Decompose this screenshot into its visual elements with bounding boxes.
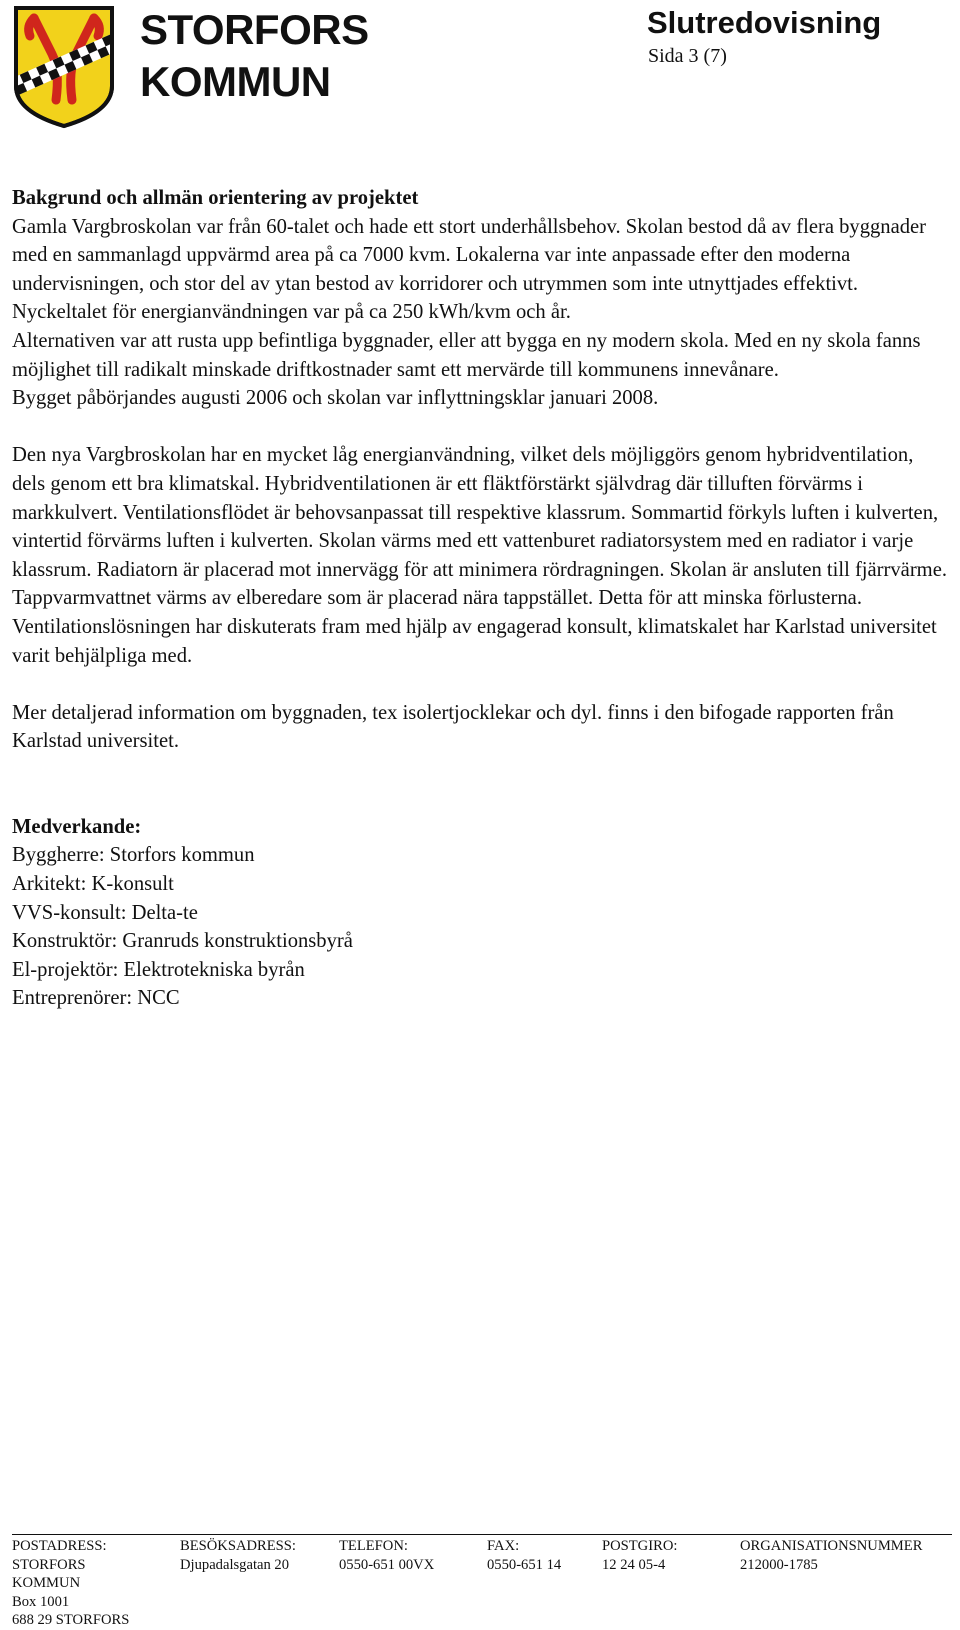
- participant-item: Konstruktör: Granruds konstruktionsbyrå: [12, 930, 353, 953]
- footer-visit-address: [180, 1537, 296, 1574]
- footer-value: 12 24 05-4: [602, 1556, 666, 1573]
- footer-value: Box 1001: [12, 1593, 70, 1610]
- paragraph-energy: Den nya Vargbroskolan har en mycket låg energianvändning, vilket dels möjliggörs genom hybridventilation, dels genom ett bra klimatskal. Hybridventilationen är ett fläktförstärkt självdrag där tilluften förvärms i markkulvert. Ventilationsflödet är behovsanpassat till respektive klassrum. Sommartid förkyls luften i kulverten, vintertid förvärms luften i kulverten. Skolan värms med ett vattenburet radiatorsystem med en radiator i varje klassrum. Radiatorn är placerad mot innervägg för att minimera rördragningen. Skolan är ansluten till fjärrvärme. Tappvarmvattnet värms av elberedare som är placerad nära tappstället. Detta för att minska förlusterna. Ventilationslösningen har diskuterats fram med hjälp av engagerad konsult, klimatskalet har Karlstad universitet varit behjälpliga med.: [12, 444, 947, 667]
- storfors-coat-of-arms-icon: [12, 4, 116, 130]
- paragraph-more-info: Mer detaljerad information om byggnaden, tex isolertjocklekar och dyl. finns i den bifogade rapporten från Karlstad universitet.: [12, 701, 894, 753]
- section-heading-background: Bakgrund och allmän orientering av projektet: [12, 187, 419, 209]
- footer-org-number: [740, 1537, 922, 1574]
- participant-item: Entreprenörer: NCC: [12, 987, 180, 1010]
- organization-name-line1: STORFORS: [140, 6, 369, 53]
- footer-fax: [487, 1537, 561, 1574]
- page-footer: [12, 1534, 952, 1629]
- participant-item: Arkitekt: K-konsult: [12, 873, 174, 896]
- organization-name: [140, 4, 369, 108]
- footer-label: POSTADRESS:: [12, 1538, 107, 1554]
- footer-label: FAX:: [487, 1538, 520, 1554]
- footer-phone: [339, 1537, 434, 1574]
- footer-value: 688 29 STORFORS: [12, 1612, 130, 1629]
- paragraph-background-2: Alternativen var att rusta upp befintliga byggnader, eller att bygga en ny modern skola. Med en ny skola fanns möjlighet till radikalt minskade driftkostnader samt ett mervärde till kommunens innevånare.: [12, 329, 921, 381]
- paragraph-background-1: Gamla Vargbroskolan var från 60-talet och hade ett stort underhållsbehov. Skolan bestod då av flera byggnader med en sammanlagd uppvärmd area på ca 7000 kvm. Lokalerna var inte anpassade efter den moderna undervisningen, och stor del av ytan bestod av korridorer och utrymmen som inte utnyttjades effektivt. Nyckeltalet för energianvändningen var på ca 250 kWh/kvm och år.: [12, 215, 927, 324]
- footer-value: 212000-1785: [740, 1556, 818, 1573]
- section-spacer: [12, 756, 950, 813]
- footer-label: POSTGIRO:: [602, 1538, 678, 1554]
- participant-item: El-projektör: Elektrotekniska byrån: [12, 958, 305, 981]
- participant-item: VVS-konsult: Delta-te: [12, 901, 198, 924]
- document-title: Slutredovisning: [647, 5, 882, 40]
- organization-name-line2: KOMMUN: [140, 58, 331, 105]
- footer-label: TELEFON:: [339, 1538, 408, 1554]
- footer-postal-address: [12, 1537, 129, 1630]
- footer-postgiro: [602, 1537, 677, 1574]
- footer-value: Djupadalsgatan 20: [180, 1556, 290, 1573]
- document-body: [12, 184, 950, 1013]
- footer-label: ORGANISATIONSNUMMER: [740, 1538, 923, 1554]
- page-number: Sida 3 (7): [648, 45, 727, 67]
- footer-value: 0550-651 00VX: [339, 1556, 435, 1573]
- paragraph-background-3: Bygget påbörjandes augusti 2006 och skolan var inflyttningsklar januari 2008.: [12, 387, 659, 410]
- participant-item: Byggherre: Storfors kommun: [12, 844, 255, 867]
- footer-value: KOMMUN: [12, 1575, 81, 1592]
- paragraph-spacer: [12, 670, 950, 699]
- section-heading-participants: Medverkande:: [12, 815, 142, 838]
- footer-value: STORFORS: [12, 1556, 86, 1573]
- paragraph-spacer: [12, 413, 950, 442]
- footer-label: BESÖKSADRESS:: [180, 1538, 296, 1554]
- footer-value: 0550-651 14: [487, 1556, 562, 1573]
